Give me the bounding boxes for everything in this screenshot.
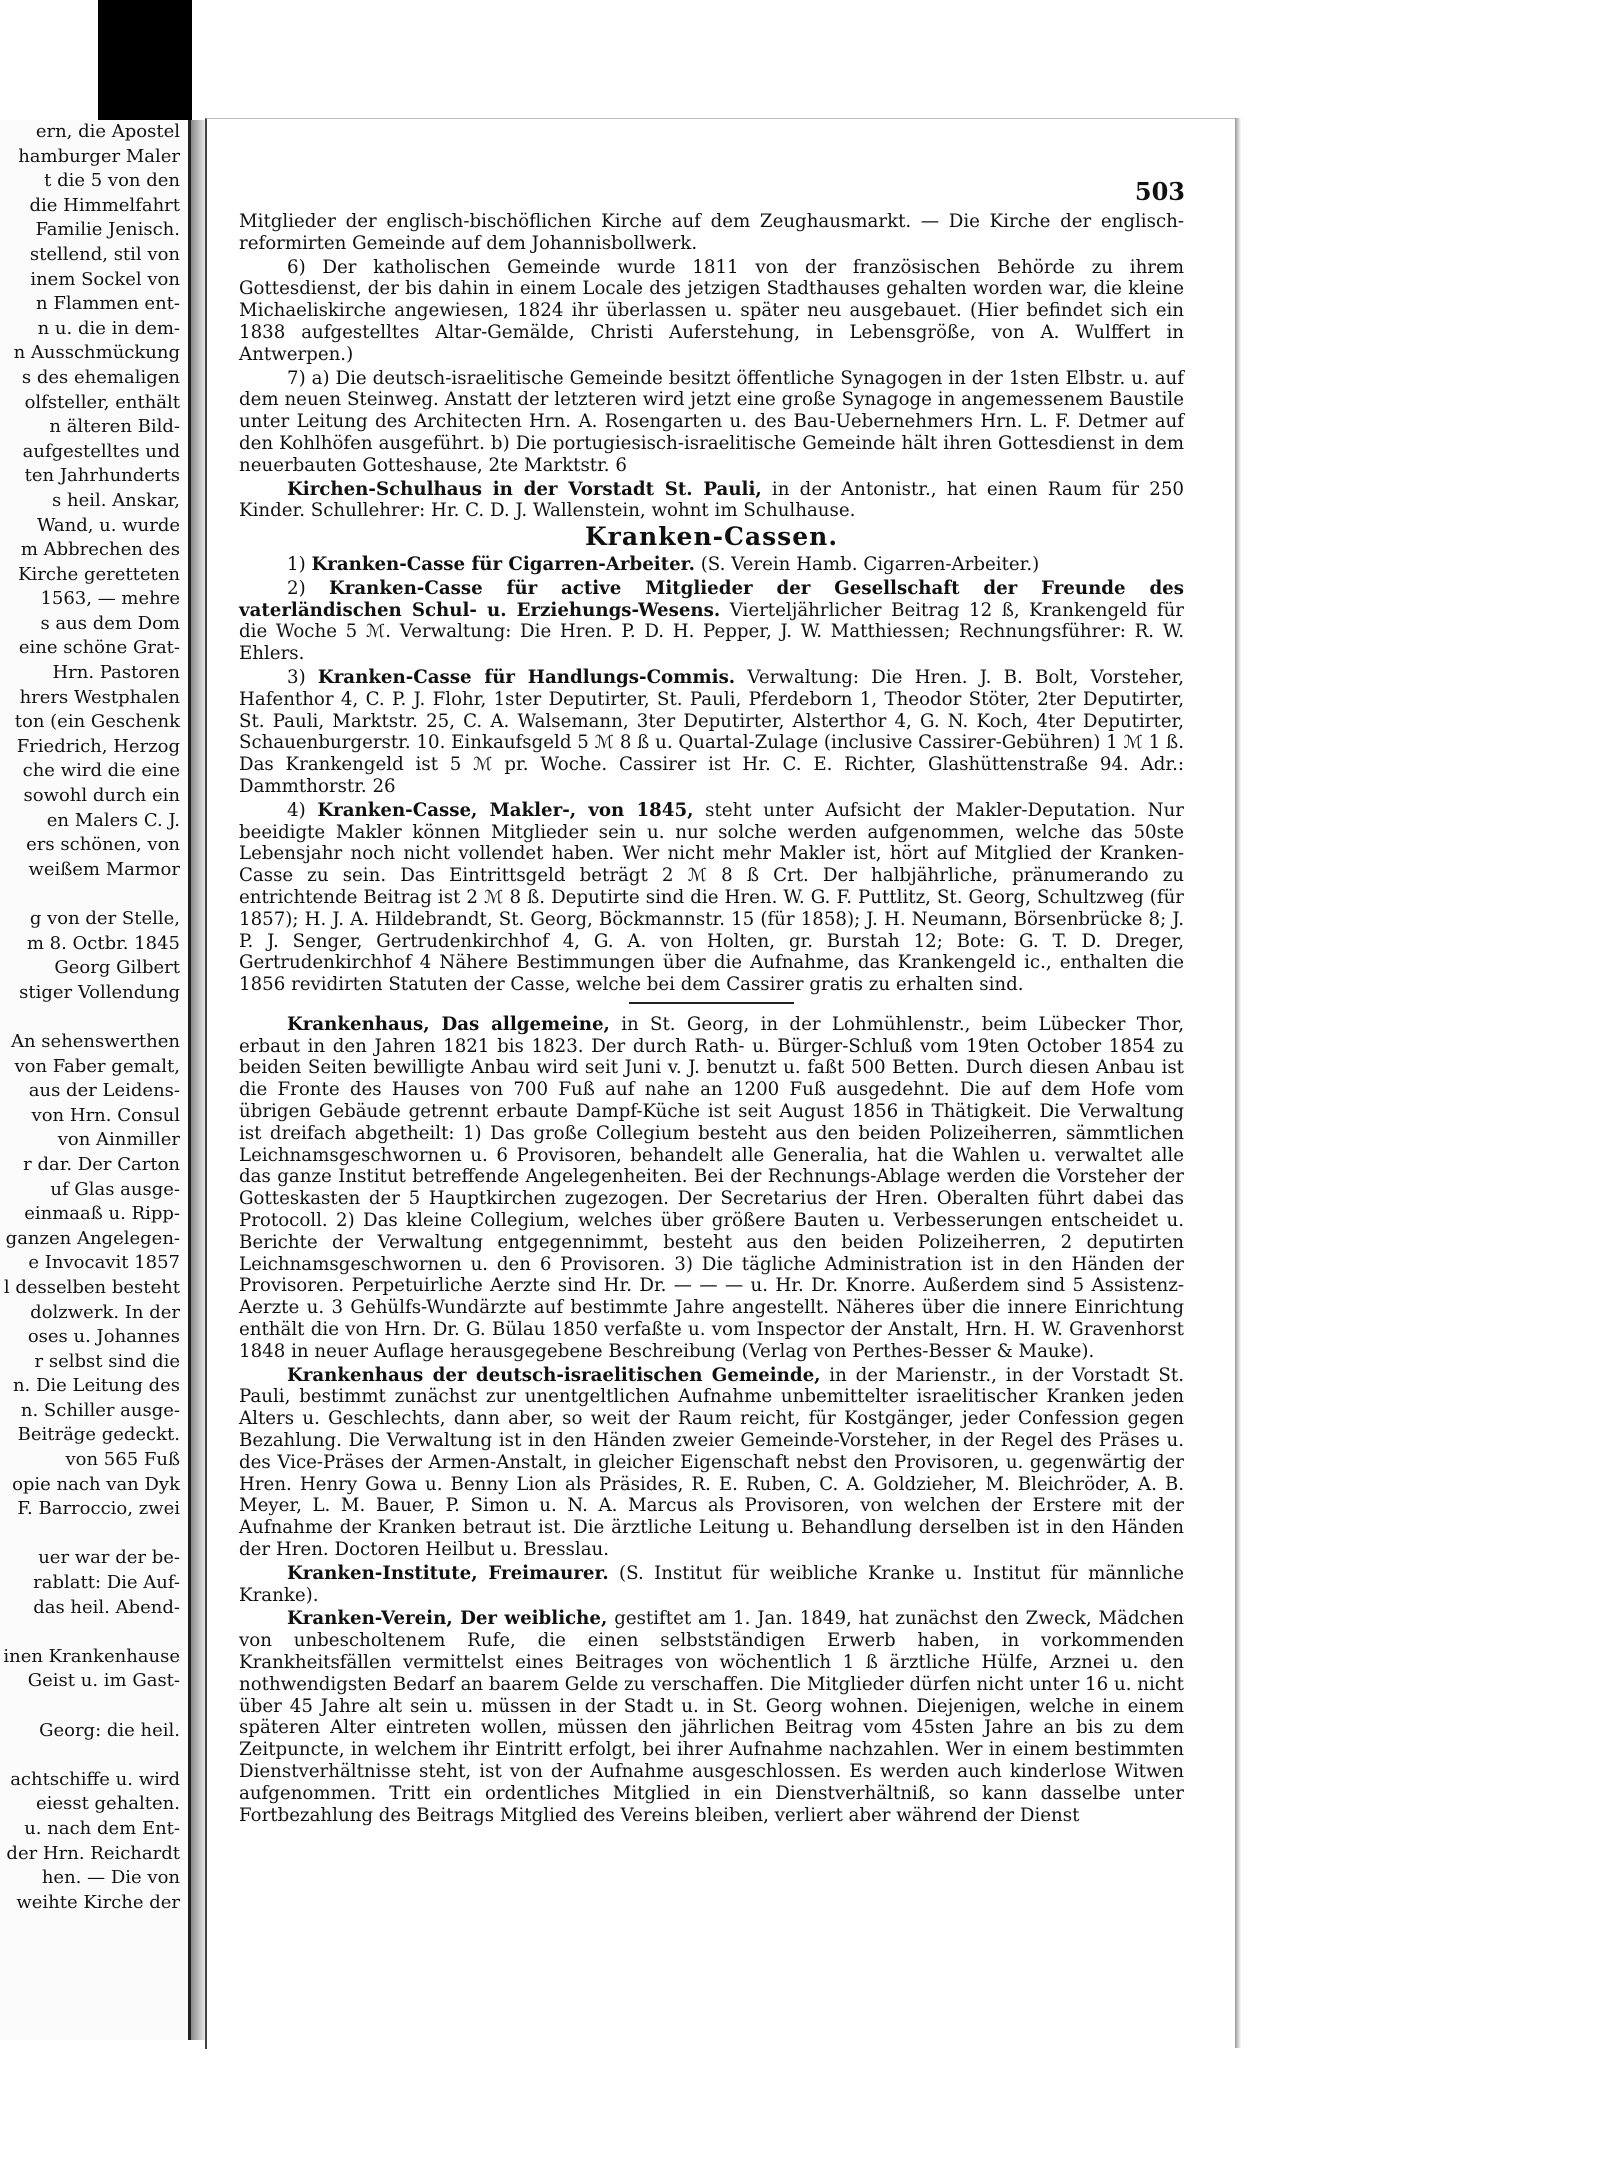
left-column-line: l desselben besteht bbox=[3, 1276, 180, 1298]
left-column-line bbox=[0, 1620, 188, 1645]
left-column-line: e Invocavit 1857 bbox=[28, 1252, 180, 1274]
casse-number: 3) bbox=[287, 666, 306, 688]
left-column-line: ers schönen, von bbox=[26, 834, 180, 856]
left-column-line: inen Krankenhause bbox=[3, 1645, 180, 1667]
left-column-line: stiger Vollendung bbox=[19, 981, 180, 1003]
left-column-line: m 8. Octbr. 1845 bbox=[26, 932, 180, 954]
left-column-line: olfsteller, enthält bbox=[24, 391, 180, 413]
left-column-line: s aus dem Dom bbox=[40, 612, 180, 634]
left-column-line: eiesst gehalten. bbox=[36, 1793, 180, 1815]
casse-entry-2 bbox=[239, 578, 1184, 665]
left-column-line: Georg Gilbert bbox=[54, 957, 180, 979]
left-column-line: Hrn. Pastoren bbox=[52, 662, 180, 684]
casse-heading: Kranken-Casse für Cigarren-Arbeiter. bbox=[311, 553, 695, 575]
left-column-line: aufgestelltes und bbox=[22, 440, 180, 462]
page-number: 503 bbox=[1134, 177, 1185, 206]
left-column-line: Familie Jenisch. bbox=[35, 219, 180, 241]
casse-heading: Kranken-Casse für Handlungs-Commis. bbox=[317, 666, 736, 688]
entry-text: in der Antonistr., hat einen Raum für 250 Kinder. Schullehrer: Hr. C. D. J. Wallenstein, wohnt im Schulhause. bbox=[239, 478, 1185, 522]
left-column-line: 1563, — mehre bbox=[40, 588, 180, 610]
left-column-line: en Malers C. J. bbox=[46, 809, 180, 831]
left-column-line: uer war der be- bbox=[38, 1547, 180, 1569]
entry-heading: Kirchen-Schulhaus in der Vorstadt St. Pauli, bbox=[287, 478, 762, 500]
left-column-line: opie nach van Dyk bbox=[12, 1473, 180, 1495]
casse-text: Verwaltung: Die Hren. J. B. Bolt, Vorsteher, Hafenthor 4, C. P. J. Flohr, 1ster Deputirter, St. Pauli, Pferdeborn 1, Theodor Stöter, 2ter Deputirter, St. Pauli, Marktstr. 25, C. A. Walsemann, 3ter Deputirter, Alsterthor 4, G. N. Koch, 4ter Deputirter, Schauenburgerstr. 10. Einkaufsgeld 5 ℳ 8 ß u. Quartal-Zulage (inclusive Cassirer-Gebühren) 1 ℳ 1 ß. Das Krankengeld ist 5 ℳ pr. Woche. Cassirer ist Hr. C. E. Richter, Glashüttenstraße 94. Adr.: Dammthorstr. 26 bbox=[239, 666, 1184, 797]
left-column-text bbox=[0, 120, 188, 1915]
paragraph-item-6: 6) Der katholischen Gemeinde wurde 1811 von der französischen Behörde zu ihrem Gottesdienst, der bis dahin in einem Locale des jetzigen Stadthauses gehalten worden war, die kleine Michaeliskirche angewiesen, 1824 ihr überlassen u. später neu ausgebauet. (Hier befindet sich ein 1838 aufgestelltes Altar-Gemälde, Christi Auferstehung, in Lebensgröße, von A. Wulffert in Antwerpen.) bbox=[239, 256, 1184, 365]
left-column-line: u. nach dem Ent- bbox=[24, 1817, 180, 1839]
casse-entry-1 bbox=[239, 554, 1184, 576]
left-column-line: n. Die Leitung des bbox=[12, 1375, 180, 1397]
left-column-line: oses u. Johannes bbox=[27, 1326, 180, 1348]
entry-text: (S. Institut für weibliche Kranke u. Institut für männliche Kranke). bbox=[239, 1562, 1184, 1606]
left-column-line: ganzen Angelegen- bbox=[5, 1227, 180, 1249]
left-column-line: dolzwerk. In der bbox=[30, 1301, 180, 1323]
left-column-line: hamburger Maler bbox=[18, 145, 180, 167]
left-column-line: hen. — Die von bbox=[41, 1867, 180, 1889]
left-column-line: die Himmelfahrt bbox=[29, 194, 180, 216]
left-column-line: ton (ein Geschenk bbox=[14, 711, 180, 733]
left-column-line: ten Jahrhunderts bbox=[24, 465, 180, 487]
left-column-line: von Ainmiller bbox=[57, 1129, 180, 1151]
entry-krankenhaus-israelitisch bbox=[239, 1365, 1184, 1561]
left-column-line bbox=[0, 1005, 188, 1030]
entry-text: in St. Georg, in der Lohmühlenstr., beim Lübecker Thor, erbaut in den Jahren 1821 bis 1823. Der durch Rath- u. Bürger-Schluß vom 19ten October 1854 zu beiden Seiten bewilligte Anbau wird seit Juni v. J. benutzt u. faßt 500 Betten. Durch diesen Anbau ist die Fronte des Hauses von 700 Fuß auf nahe an 1200 Fuß ausgedehnt. Die auf dem Hofe vom übrigen Gebäude getrennt erbaute Dampf-Küche ist seit August 1856 in Thätigkeit. Die Verwaltung ist dreifach abgetheilt: 1) Das große Collegium besteht aus den beiden Polizeiherren, sämmtlichen Leichnamsgeschwornen u. 6 Provisoren, behandelt alle Generalia, hat die Wahlen u. verwaltet alle das ganze Institut betreffende Angelegenheiten. Bei der Rechnungs-Ablage werden die Vorsteher der Gotteskasten der 5 Hauptkirchen zugezogen. Der Secretarius der Hren. Oberalten führt dabei das Protocoll. 2) Das kleine Collegium, welches über größere Bauten u. Verbesserungen entscheidet u. Berichte der Verwaltung entgegennimmt, besteht aus den beiden Polizeiherren, 2 deputirten Leichnamsgeschwornen u. den 6 Provisoren. 3) Die tägliche Administration ist in den Händen der Provisoren. Perpetuirliche Aerzte sind Hr. Dr. — — — u. Hr. Dr. Knorre. Außerdem sind 5 Assistenz-Aerzte u. 3 Gehülfs-Wundärzte auf bestimmte Jahre angestellt. Näheres über die innere Einrichtung enthält die von Hrn. Dr. G. Bülau 1850 verfaßte u. vom Inspector der Anstalt, Hrn. H. W. Gravenhorst 1848 in neuer Auflage herausgegebene Beschreibung (Verlag von Perthes-Besser & Mauke). bbox=[239, 1013, 1184, 1362]
page-content bbox=[239, 211, 1184, 1828]
book-gutter bbox=[191, 120, 205, 2040]
entry-heading: Kranken-Institute, Freimaurer. bbox=[287, 1562, 609, 1584]
left-column-line: n älteren Bild- bbox=[49, 416, 180, 438]
paragraph-item-7: 7) a) Die deutsch-israelitische Gemeinde besitzt öffentliche Synagogen in der 1sten Elbstr. u. auf dem neuen Steinweg. Anstatt der letzteren wird jetzt eine große Synagoge in angemessenem Baustile unter Leitung des Architecten Hrn. A. Rosengarten u. des Bau-Uebernehmers Hrn. L. F. Detmer auf den Kohlhöfen ausgeführt. b) Die portugiesisch-israelitische Gemeinde hält ihren Gottesdienst in dem neuerbauten Gotteshause, 2te Marktstr. 6 bbox=[239, 367, 1184, 476]
entry-kranken-institute bbox=[239, 1563, 1184, 1607]
left-column-line: uf Glas ausge- bbox=[50, 1178, 180, 1200]
left-column-line: aus der Leidens- bbox=[28, 1080, 180, 1102]
left-column-line: s heil. Anskar, bbox=[52, 489, 180, 511]
left-column-line: r dar. Der Carton bbox=[23, 1153, 180, 1175]
casse-entry-3 bbox=[239, 667, 1184, 798]
left-column-line: che wird die eine bbox=[22, 760, 180, 782]
left-column-line: Wand, u. wurde bbox=[36, 514, 180, 536]
section-title: Kranken-Cassen. bbox=[584, 522, 839, 552]
left-column-line: von Faber gemalt, bbox=[14, 1055, 180, 1077]
intro-paragraph: Mitglieder der englisch-bischöflichen Kirche auf dem Zeughausmarkt. — Die Kirche der englisch-reformirten Gemeinde auf dem Johannisbollwerk. bbox=[239, 211, 1184, 254]
left-column-line: Georg: die heil. bbox=[39, 1719, 180, 1741]
left-column-line: n u. die in dem- bbox=[37, 317, 180, 339]
entry-kirchen-schulhaus bbox=[239, 479, 1184, 523]
casse-text: steht unter Aufsicht der Makler-Deputation. Nur beeidigte Makler können Mitglieder sein u. nur solche werden aufgenommen, welche das 50ste Lebensjahr noch nicht vollendet haben. Wer nicht mehr Makler ist, hört auf Mitglied der Kranken-Casse zu sein. Das Eintrittsgeld beträgt 2 ℳ 8 ß Crt. Der halbjährliche, pränumerando zu entrichtende Beitrag ist 2 ℳ 8 ß. Deputirte sind die Hren. W. G. F. Puttlitz, St. Georg, Schultzweg (für 1857); H. J. A. Hildebrandt, St. Georg, Böckmannstr. 15 (für 1858); J. H. Neumann, Börsenbrücke 8; J. P. J. Senger, Gertrudenkirchhof 4, G. A. von Holten, gr. Burstah 12; Bote: G. T. D. Dreger, Gertrudenkirchhof 4 Nähere Bestimmungen über die Aufnahme, das Krankengeld ic., enthalten die 1856 revidirten Statuten der Casse, welche bei dem Cassirer gratis zu erhalten sind. bbox=[239, 799, 1184, 996]
left-column-line: n. Schiller ausge- bbox=[20, 1399, 180, 1421]
left-column-line: ern, die Apostel bbox=[35, 121, 180, 142]
left-column-line: das heil. Abend- bbox=[33, 1596, 180, 1618]
left-column-line: einmaaß u. Ripp- bbox=[24, 1203, 180, 1225]
right-page bbox=[205, 118, 1237, 2049]
casse-text: Vierteljährlicher Beitrag 12 ß, Krankengeld für die Woche 5 ℳ. Verwaltung: Die Hren. P. D. H. Pepper, J. W. Matthiessen; Rechnungsführer: R. W. Ehlers. bbox=[239, 599, 1184, 665]
left-column-line: g von der Stelle, bbox=[29, 908, 180, 929]
entry-heading: Krankenhaus der deutsch-israelitischen Gemeinde, bbox=[287, 1364, 821, 1386]
left-column-line: eine schöne Grat- bbox=[18, 637, 180, 659]
left-column-line: s des ehemaligen bbox=[21, 366, 180, 388]
left-column-line: rablatt: Die Auf- bbox=[33, 1572, 180, 1594]
left-column-line: r selbst sind die bbox=[34, 1350, 180, 1372]
left-column-line: n Flammen ent- bbox=[36, 293, 180, 315]
left-column-line: hrers Westphalen bbox=[19, 686, 180, 708]
left-column-line: inem Sockel von bbox=[30, 268, 180, 290]
entry-heading: Kranken-Verein, Der weibliche, bbox=[287, 1608, 608, 1630]
left-column-line: Friedrich, Herzog bbox=[16, 735, 180, 757]
casse-number: 4) bbox=[287, 799, 306, 821]
left-column-line: weißem Marmor bbox=[28, 858, 180, 880]
left-column-line: achtschiffe u. wird bbox=[10, 1768, 180, 1790]
left-column-line: n Ausschmückung bbox=[13, 342, 180, 364]
page-edge-shadow bbox=[1235, 118, 1241, 2048]
entry-heading: Krankenhaus, Das allgemeine, bbox=[287, 1013, 610, 1035]
entry-krankenhaus-allgemeine bbox=[239, 1014, 1184, 1363]
left-column-line: Beiträge gedeckt. bbox=[17, 1424, 180, 1446]
left-column-line bbox=[0, 1743, 188, 1768]
left-column-line: Kirche geretteten bbox=[18, 563, 180, 585]
casse-text: (S. Verein Hamb. Cigarren-Arbeiter.) bbox=[694, 553, 1040, 575]
left-column-line: der Hrn. Reichardt bbox=[6, 1842, 180, 1864]
left-column-line: Geist u. im Gast- bbox=[27, 1670, 180, 1692]
left-column-line: m Abbrechen des bbox=[20, 539, 180, 561]
entry-text: in der Marienstr., in der Vorstadt St. Pauli, bestimmt zunächst zur unentgeltlichen Aufnahme unbemittelter israelitischer Kranken jeden Alters u. Geschlechts, dann aber, so weit der Raum reicht, für Kostgänger, jeder Confession gegen Bezahlung. Die Verwaltung ist in den Händen zweier Gemeinde-Vorsteher, in der Regel des Präses u. des Vice-Präses der Armen-Anstalt, in gleicher Eigenschaft nebst den Provisoren, u. gegenwärtig der Hren. Henry Gowa u. Benny Lion als Präsides, R. E. Ruben, C. A. Goldzieher, M. Bleichröder, A. B. Meyer, L. M. Bauer, P. Simon u. N. A. Marcus als Provisoren, von welchen der Erstere mit der Aufnahme der Kranken betraut ist. Die ärztliche Leitung u. Behandlung derselben ist in den Händen der Hren. Doctoren Heilbut u. Bresslau. bbox=[239, 1364, 1184, 1561]
left-column-line bbox=[0, 1694, 188, 1719]
casse-number: 2) bbox=[287, 577, 306, 599]
left-column-line: von Hrn. Consul bbox=[31, 1104, 180, 1126]
left-column-line: An sehenswerthen bbox=[10, 1030, 180, 1052]
left-column-line: von 565 Fuß bbox=[65, 1449, 180, 1471]
entry-kranken-verein bbox=[239, 1608, 1184, 1826]
left-column-line: sowohl durch ein bbox=[23, 785, 180, 807]
entry-text: gestiftet am 1. Jan. 1849, hat zunächst den Zweck, Mädchen von unbescholtenem Rufe, die einen selbstständigen Erwerb haben, in vorkommenden Krankheitsfällen vermittelst eines Beitrages von wöchentlich 1 ß ärztliche Hülfe, Arznei u. den nothwendigsten Bedarf an baarem Gelde zu verschaffen. Die Mitglieder dürfen nicht unter 16 u. nicht über 45 Jahre alt sein u. müssen in der Stadt u. in St. Georg wohnen. Diejenigen, welche in einem späteren Alter eintreten wollen, müssen den jährlichen Beitrag vom 45sten Jahre an bis zu dem Zeitpuncte, in welchem ihr Eintritt erfolgt, bei ihrer Aufnahme nachzahlen. Wer in einem bestimmten Dienstverhältnisse steht, ist von der Aufnahme ausgeschlossen. Es werden auch kinderlose Witwen aufgenommen. Tritt ein ordentliches Mitglied in ein Dienstverhältniß, so kann dasselbe unter Fortbezahlung des Beitrags Mitglied des Vereins bleiben, verliert aber während der Dienst bbox=[239, 1608, 1184, 1826]
left-column-line: weihte Kirche der bbox=[16, 1891, 180, 1913]
casse-heading: Kranken-Casse für active Mitglieder der Gesellschaft der Freunde des vaterländischen Schul- u. Erziehungs-Wesens. bbox=[239, 577, 1184, 621]
casse-number: 1) bbox=[287, 553, 306, 575]
left-column-line: t die 5 von den bbox=[44, 170, 180, 192]
left-page-fragment bbox=[0, 120, 191, 2040]
casse-entry-4 bbox=[239, 800, 1184, 996]
scan-black-band bbox=[98, 0, 192, 130]
left-column-line: stellend, stil von bbox=[29, 243, 180, 265]
left-column-line bbox=[0, 1522, 188, 1547]
section-divider bbox=[629, 1002, 794, 1004]
casse-heading: Kranken-Casse, Makler-, von 1845, bbox=[317, 799, 694, 821]
left-column-line: F. Barroccio, zwei bbox=[17, 1498, 180, 1520]
left-column-line bbox=[0, 882, 188, 907]
